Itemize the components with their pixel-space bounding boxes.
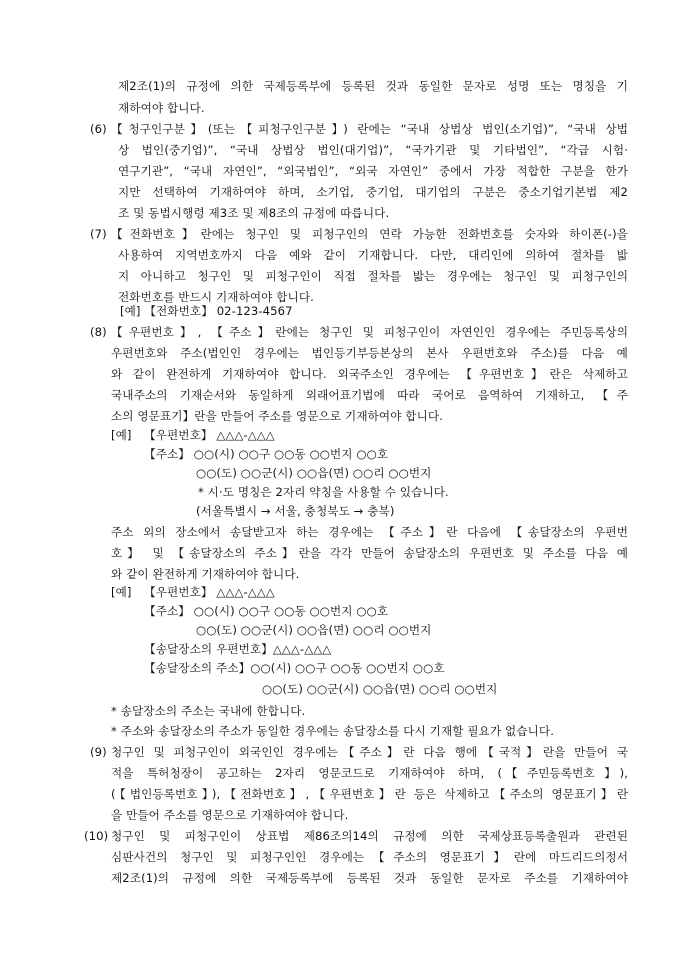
- item8-mid-line-3: 와 같이 완전하게 기재하여야 합니다.: [111, 567, 300, 581]
- item9-line-4: 을 만들어 주소를 영문으로 기재하여야 합니다.: [111, 808, 349, 822]
- item9-line-2: 적을 특허청장이 공고하는 2자리 영문코드로 기재하여야 하며, (【주민등록번호】),: [111, 766, 628, 780]
- item8-example2-postal: 【우편번호】 △△△-△△△: [144, 585, 275, 599]
- item7-line-2: 사용하여 지역번호까지 다음 예와 같이 기재합니다. 다만, 대리인에 의하여 절차를 밟: [118, 248, 628, 262]
- item7-line-4: 전화번호를 반드시 기재하여야 합니다.: [118, 290, 314, 304]
- item6-line-5: 조 및 동법시행령 제3조 및 제8조의 규정에 따릅니다.: [118, 206, 390, 220]
- item8-note-a: * 송달장소의 주소는 국내에 한합니다.: [111, 704, 306, 718]
- item6-line-3: 연구기관”, “국내 자연인”, “외국법인”, “외국 자연인” 중에서 가장 적합한 구분을 한가: [118, 164, 628, 178]
- item8-example1-note-2: (서울특별시 → 서울, 충청북도 → 충북): [196, 504, 395, 518]
- item5-tail-line-1: 제2조(1)의 규정에 의한 국제등록부에 등록된 것과 동일한 문자로 성명 또는 명칭을 기: [118, 79, 628, 93]
- item8-line-4: 국내주소의 기재순서와 동일하게 외래어표기법에 따라 국어로 음역하여 기재하고, 【주: [111, 388, 628, 402]
- item8-example2-label: [예]: [111, 585, 132, 599]
- item8-example2-address-2: ○○(도) ○○군(시) ○○읍(면) ○○리 ○○번지: [196, 623, 432, 637]
- item6-line-1: 【청구인구분】(또는【피청구인구분】) 란에는 “국내 상법상 법인(소기업)”, “국내 상법: [111, 122, 628, 136]
- item8-example2-service-address-2: ○○(도) ○○군(시) ○○읍(면) ○○리 ○○번지: [262, 682, 498, 696]
- item8-example1-address-1: 【주소】 ○○(시) ○○구 ○○동 ○○번지 ○○호: [144, 447, 389, 461]
- item8-line-5: 소의 영문표기】란을 만들어 주소를 영문으로 기재하여야 합니다.: [111, 409, 443, 423]
- item6-line-2: 상 법인(중기업)”, “국내 상법상 법인(대기업)”, “국가기관 및 기타법인”, “각급 시험·: [118, 143, 628, 157]
- item8-example1-note-1: * 시·도 명칭은 2자리 약칭을 사용할 수 있습니다.: [198, 485, 449, 499]
- item8-example1-label: [예]: [111, 428, 132, 442]
- item7-line-3: 지 아니하고 청구인 및 피청구인이 직접 절차를 밟는 경우에는 청구인 및 피청구인의: [118, 269, 628, 283]
- item10-line-1: 청구인 및 피청구인이 상표법 제86조의14의 규정에 의한 국제상표등록출원과 관련된: [111, 829, 628, 843]
- item8-line-2: 우편번호와 주소(법인인 경우에는 법인등기부등본상의 본사 우편번호와 주소)를 다음 예: [111, 346, 628, 360]
- item8-line-3: 와 같이 완전하게 기재하여야 합니다. 외국주소인 경우에는 【우편번호】란은 삭제하고: [111, 367, 628, 381]
- item10-line-2: 심판사건의 청구인 및 피청구인인 경우에는【주소의 영문표기】란에 마드리드의정서: [111, 850, 628, 864]
- item7-number: (7): [90, 227, 107, 241]
- item9-line-3: (【법인등록번호】),【전화번호】,【우편번호】란 등은 삭제하고【주소의 영문표기】란: [111, 787, 628, 801]
- item5-tail-line-2: 재하여야 합니다.: [118, 101, 205, 115]
- item6-line-4: 지만 선택하여 기재하여야 하며, 소기업, 중기업, 대기업의 구분은 중소기업기본법 제2: [118, 185, 628, 199]
- item10-line-3: 제2조(1)의 규정에 의한 국제등록부에 등록된 것과 동일한 문자로 주소를 기재하여야: [111, 871, 628, 885]
- item9-number: (9): [90, 745, 107, 759]
- item8-example2-service-postal: 【송달장소의 우편번호】△△△-△△△: [144, 642, 332, 656]
- item8-line-1: 【우편번호】, 【주소】란에는 청구인 및 피청구인이 자연인인 경우에는 주민등록상의: [111, 325, 628, 339]
- item7-line-1: 【전화번호】란에는 청구인 및 피청구인의 연락 가능한 전화번호를 숫자와 하이폰(-)을: [111, 227, 628, 241]
- item8-example2-service-address-1: 【송달장소의 주소】○○(시) ○○구 ○○동 ○○번지 ○○호: [144, 661, 445, 675]
- item9-line-1: 청구인 및 피청구인이 외국인인 경우에는【주소】란 다음 행에【국적】란을 만들어 국: [111, 745, 628, 759]
- item6-number: (6): [90, 122, 107, 136]
- item7-example: [예] 【전화번호】 02-123-4567: [120, 304, 293, 318]
- item8-mid-line-1: 주소 외의 장소에서 송달받고자 하는 경우에는 【주소】란 다음에 【송달장소의 우편번: [111, 525, 628, 539]
- item8-example2-address-1: 【주소】 ○○(시) ○○구 ○○동 ○○번지 ○○호: [144, 604, 389, 618]
- item8-example1-address-2: ○○(도) ○○군(시) ○○읍(면) ○○리 ○○번지: [196, 466, 432, 480]
- item10-number: (10): [84, 829, 109, 843]
- item8-mid-line-2: 호】 및 【송달장소의 주소】란을 각각 만들어 송달장소의 우편번호 및 주소를 다음 예: [111, 546, 628, 560]
- item8-example1-postal: 【우편번호】 △△△-△△△: [144, 428, 275, 442]
- item8-number: (8): [90, 325, 107, 339]
- item8-note-b: * 주소와 송달장소의 주소가 동일한 경우에는 송달장소를 다시 기재할 필요가 없습니다.: [111, 724, 555, 738]
